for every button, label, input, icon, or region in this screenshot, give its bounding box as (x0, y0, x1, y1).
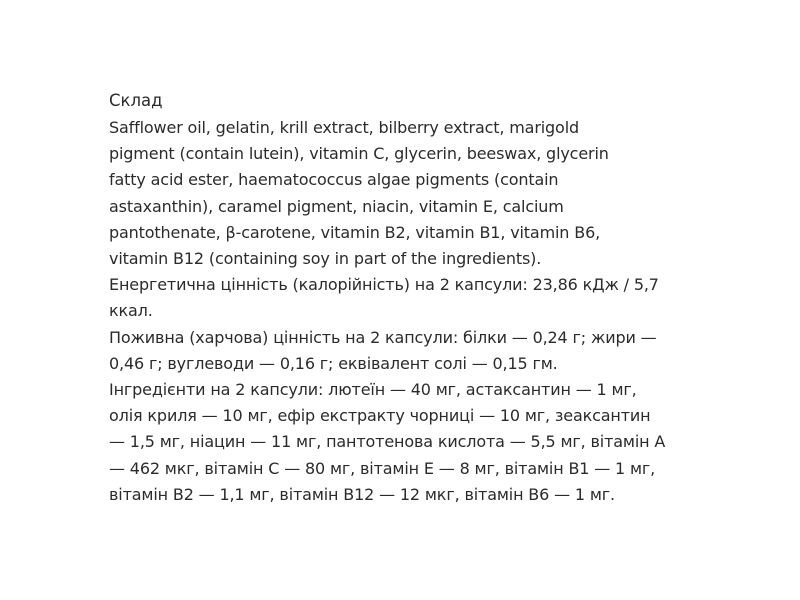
text-line: vitamin B12 (containing soy in part of the ingredients). (109, 249, 542, 269)
text-line: — 1,5 мг, ніацин — 11 мг, пантотенова кислота — 5,5 мг, вітамін А (109, 432, 666, 452)
text-line: вітамін В2 — 1,1 мг, вітамін В12 — 12 мкг, вітамін В6 — 1 мг. (109, 484, 615, 504)
text-line: fatty acid ester, haematococcus algae pigments (contain (109, 170, 559, 190)
composition-section (109, 88, 709, 508)
text-line: — 462 мкг, вітамін С — 80 мг, вітамін Е — 8 мг, вітамін В1 — 1 мг, (109, 458, 656, 478)
section-heading: Склад (109, 91, 163, 110)
text-line: pantothenate, β-carotene, vitamin B2, vitamin B1, vitamin B6, (109, 222, 601, 242)
text-line: Інгредієнти на 2 капсули: лютеїн — 40 мг, астаксантин — 1 мг, (109, 380, 637, 400)
text-line: Енергетична цінність (калорійність) на 2 капсули: 23,86 кДж / 5,7 (109, 275, 659, 295)
text-line: pigment (contain lutein), vitamin C, glycerin, beeswax, glycerin (109, 144, 609, 164)
text-line: 0,46 г; вуглеводи — 0,16 г; еквівалент солі — 0,15 гм. (109, 353, 558, 373)
text-line: astaxanthin), caramel pigment, niacin, vitamin E, calcium (109, 196, 564, 216)
text-line: ккал. (109, 301, 153, 321)
composition-text (109, 115, 709, 508)
text-line: Safflower oil, gelatin, krill extract, bilberry extract, marigold (109, 118, 580, 137)
text-line: Поживна (харчова) цінність на 2 капсули: білки — 0,24 г; жири — (109, 327, 657, 347)
text-line: олія криля — 10 мг, ефір екстракту чорниці — 10 мг, зеаксантин (109, 406, 651, 426)
